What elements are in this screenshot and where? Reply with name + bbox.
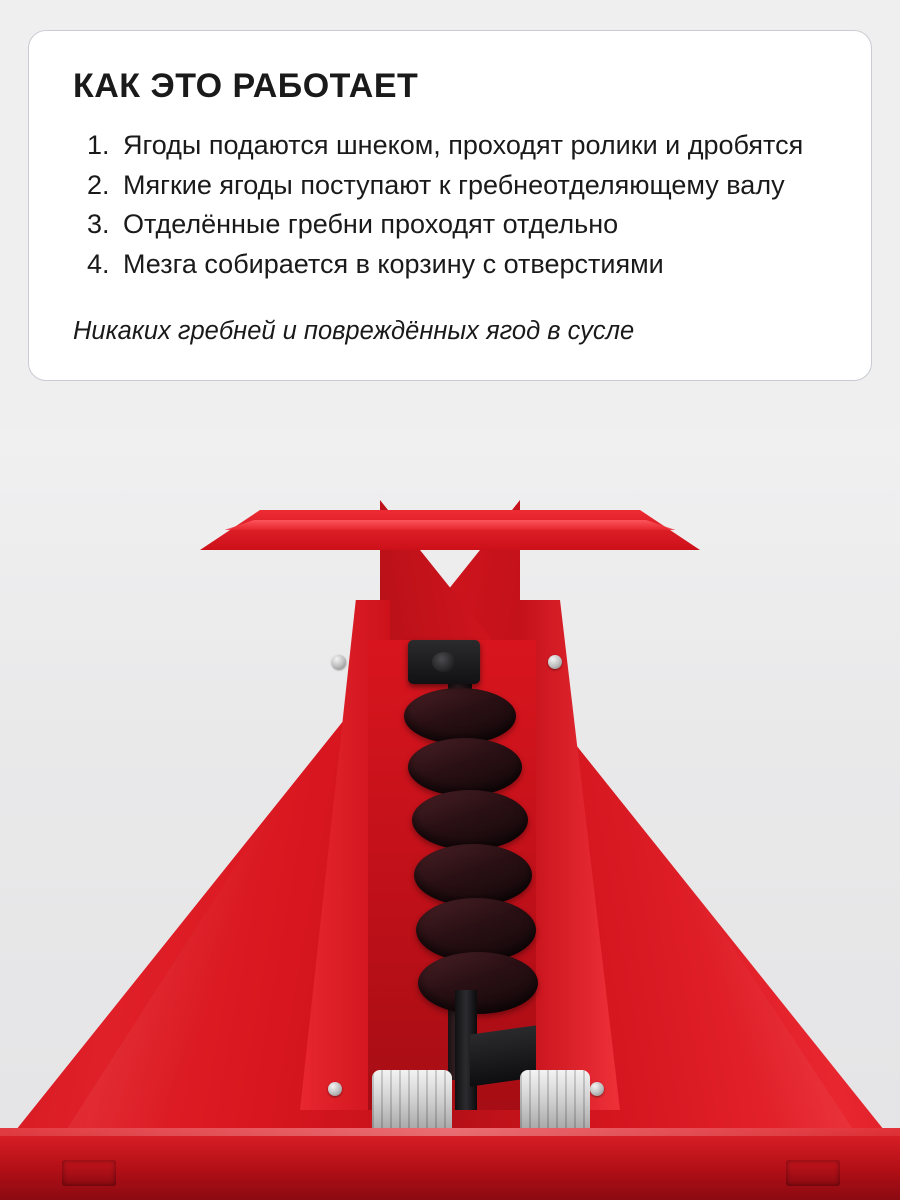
screw-icon [332, 655, 346, 669]
frame-bottom-bar [0, 1128, 900, 1200]
hopper-top-rim [200, 510, 700, 550]
list-item: 3. Отделённые гребни проходят отдельно [117, 207, 827, 243]
auger-flight [404, 688, 516, 744]
auger-flight [412, 790, 528, 850]
list-item: 2. Мягкие ягоды поступают к гребнеотделяющему валу [117, 168, 827, 204]
card-footnote: Никаких гребней и повреждённых ягод в сусле [73, 316, 635, 345]
screw-icon [590, 1082, 604, 1096]
screw-icon [548, 655, 562, 669]
auger-flight [408, 738, 522, 796]
frame-bottom-highlight [0, 1128, 900, 1136]
how-it-works-card [28, 30, 872, 381]
auger-flight [414, 844, 532, 906]
frame-foot-right [786, 1160, 840, 1186]
screw-icon [328, 1082, 342, 1096]
card-title: КАК ЭТО РАБОТАЕТ [73, 67, 419, 105]
hopper-rim-highlight [205, 520, 695, 530]
frame-foot-left [62, 1160, 116, 1186]
auger-bearing-head [408, 640, 480, 684]
list-item: 4. Мезга собирается в корзину с отверстиями [117, 247, 827, 283]
list-item: 1. Ягоды подаются шнеком, проходят ролики и дробятся [117, 128, 827, 164]
auger-flight [418, 952, 538, 1014]
steps-list [73, 128, 827, 283]
